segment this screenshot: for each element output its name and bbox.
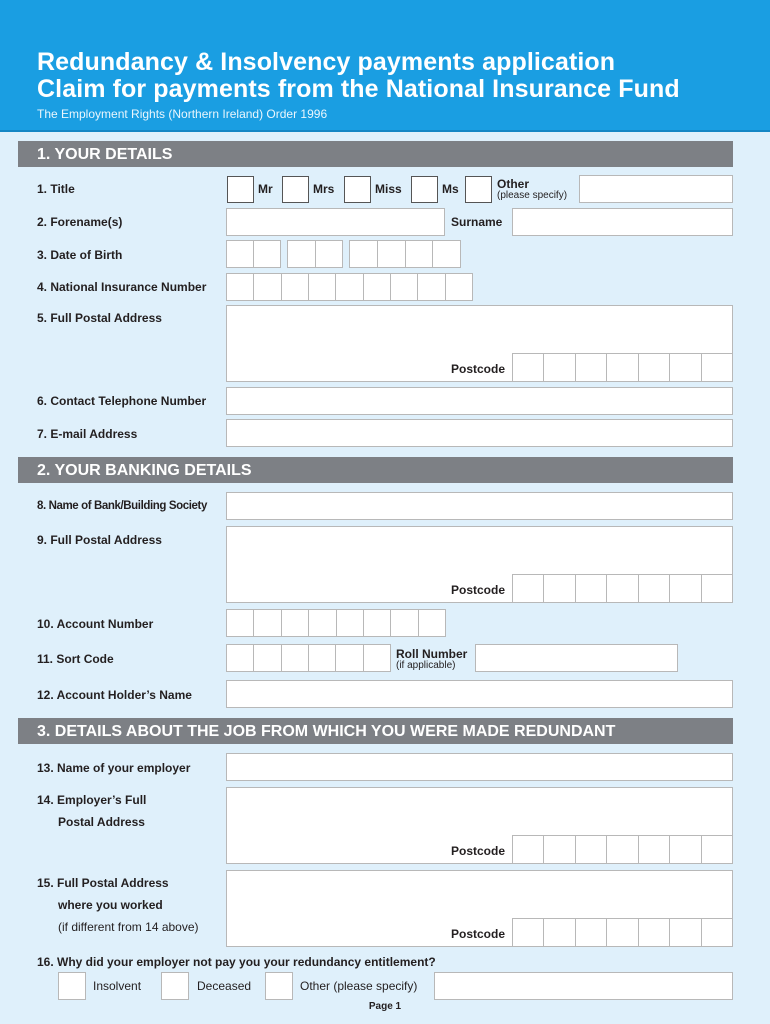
reason-insolvent-checkbox[interactable]	[58, 972, 86, 1000]
employer-name-label: 13. Name of your employer	[37, 761, 191, 775]
reason-other-checkbox[interactable]	[265, 972, 293, 1000]
form-title-line2: Claim for payments from the National Insurance Fund	[37, 75, 680, 103]
postcode-label: Postcode	[451, 362, 506, 376]
bank-name-input[interactable]	[226, 492, 733, 520]
sort-code-label: 11. Sort Code	[37, 652, 114, 666]
title-ms-label: Ms	[442, 182, 459, 196]
work-address-label-line2: where you worked	[58, 898, 163, 912]
email-label: 7. E-mail Address	[37, 427, 138, 441]
phone-input[interactable]	[226, 387, 733, 415]
account-number-input[interactable]	[226, 609, 446, 637]
title-mr-label: Mr	[258, 182, 273, 196]
employer-address-label-line2: Postal Address	[58, 815, 145, 829]
forename-label: 2. Forename(s)	[37, 215, 123, 229]
title-other-input[interactable]	[579, 175, 733, 203]
employer-postcode-input[interactable]	[512, 835, 733, 864]
title-mrs-checkbox[interactable]	[282, 176, 309, 203]
title-label: 1. Title	[37, 182, 75, 196]
reason-deceased-label: Deceased	[197, 979, 252, 993]
title-ms-checkbox[interactable]	[411, 176, 438, 203]
section-banking-details: 2. YOUR BANKING DETAILS	[18, 457, 733, 483]
reason-label: 16. Why did your employer not pay you your redundancy entitlement?	[37, 955, 436, 969]
email-input[interactable]	[226, 419, 733, 447]
phone-label: 6. Contact Telephone Number	[37, 394, 207, 408]
reason-other-input[interactable]	[434, 972, 733, 1000]
dob-month-input[interactable]	[287, 240, 343, 268]
bank-postcode-input[interactable]	[512, 574, 733, 603]
work-postcode-input[interactable]	[512, 918, 733, 947]
nin-input[interactable]	[226, 273, 473, 301]
surname-label: Surname	[451, 215, 503, 229]
bank-name-label: 8. Name of Bank/Building Society	[37, 500, 207, 512]
title-other-checkbox[interactable]	[465, 176, 492, 203]
reason-insolvent-label: Insolvent	[93, 979, 142, 993]
dob-label: 3. Date of Birth	[37, 248, 123, 262]
sort-code-input[interactable]	[226, 644, 391, 672]
nin-label: 4. National Insurance Number	[37, 280, 207, 294]
form-title-line1: Redundancy & Insolvency payments application	[37, 48, 616, 76]
bank-postcode-label: Postcode	[451, 583, 506, 597]
employer-name-input[interactable]	[226, 753, 733, 781]
section-your-details: 1. YOUR DETAILS	[18, 141, 733, 167]
surname-input[interactable]	[512, 208, 733, 236]
account-holder-label: 12. Account Holder’s Name	[37, 688, 192, 702]
title-miss-checkbox[interactable]	[344, 176, 371, 203]
reason-other-label: Other (please specify)	[300, 979, 418, 993]
roll-number-input[interactable]	[475, 644, 678, 672]
reason-deceased-checkbox[interactable]	[161, 972, 189, 1000]
employer-postcode-label: Postcode	[451, 844, 506, 858]
section-job-details: 3. DETAILS ABOUT THE JOB FROM WHICH YOU WERE MADE REDUNDANT	[18, 718, 733, 744]
postcode-input[interactable]	[512, 353, 733, 382]
address-label: 5. Full Postal Address	[37, 311, 162, 325]
title-other-label: Other	[497, 177, 530, 191]
account-number-label: 10. Account Number	[37, 617, 154, 631]
title-mrs-label: Mrs	[313, 182, 335, 196]
dob-day-input[interactable]	[226, 240, 281, 268]
bank-address-label: 9. Full Postal Address	[37, 533, 162, 547]
page-number: Page 1	[368, 1001, 402, 1012]
roll-number-note: (if applicable)	[396, 660, 456, 671]
page-header	[0, 0, 770, 132]
work-address-label-line1: 15. Full Postal Address	[37, 876, 169, 890]
title-other-note: (please specify)	[497, 190, 568, 201]
dob-year-input[interactable]	[349, 240, 461, 268]
account-holder-input[interactable]	[226, 680, 733, 708]
title-mr-checkbox[interactable]	[227, 176, 254, 203]
form-subtitle: The Employment Rights (Northern Ireland) Order 1996	[37, 107, 328, 121]
work-address-label-line3: (if different from 14 above)	[58, 920, 199, 934]
employer-address-label-line1: 14. Employer’s Full	[37, 793, 147, 807]
work-postcode-label: Postcode	[451, 927, 506, 941]
forename-input[interactable]	[226, 208, 445, 236]
title-miss-label: Miss	[375, 182, 402, 196]
roll-number-label: Roll Number	[396, 647, 468, 661]
